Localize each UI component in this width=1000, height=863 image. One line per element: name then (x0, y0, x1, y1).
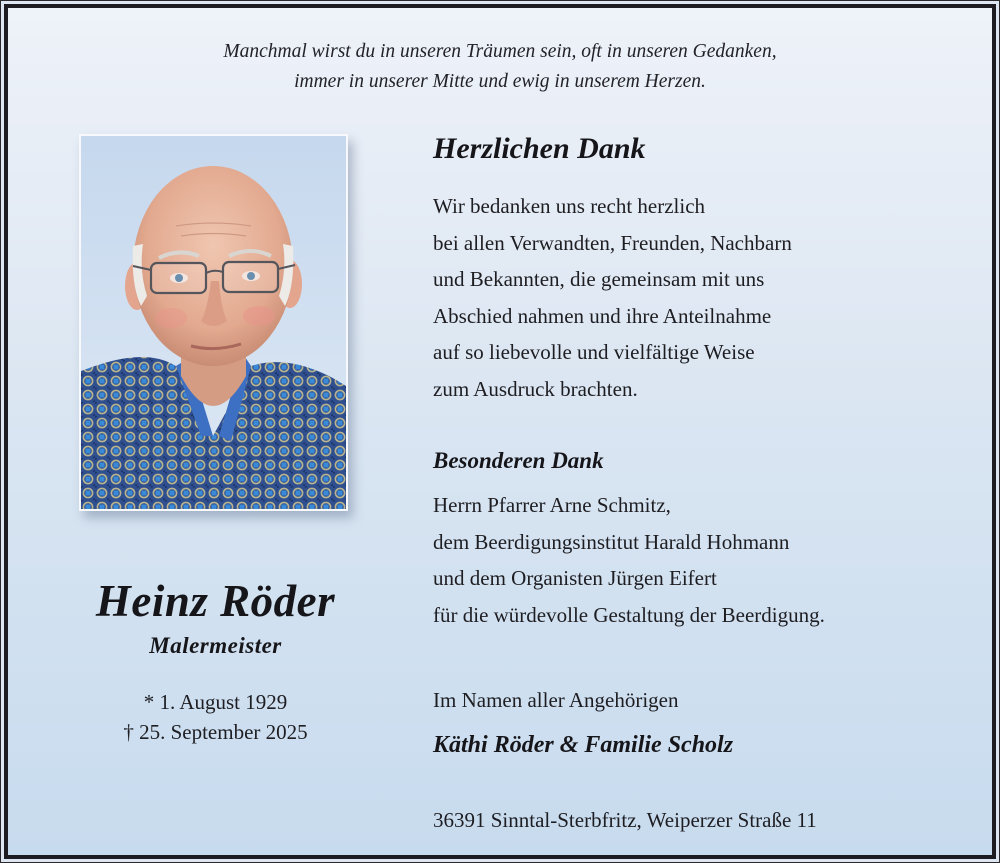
special-thanks-line: Herrn Pfarrer Arne Schmitz, (433, 493, 671, 517)
special-thanks-line: für die würdevolle Gestaltung der Beerdigung. (433, 602, 825, 627)
memorial-motto (8, 37, 992, 97)
motto-line: immer in unserer Mitte und ewig in unserem Herzen. (294, 71, 706, 92)
notice-card (4, 4, 996, 859)
special-thanks-line: dem Beerdigungsinstitut Harald Hohmann (433, 529, 790, 554)
thanks-line: Abschied nahmen und ihre Anteilnahme (433, 303, 772, 328)
thanks-line: zum Ausdruck brachten. (433, 376, 638, 401)
special-thanks-paragraph (433, 487, 993, 633)
special-thanks-heading: Besonderen Dank (433, 448, 604, 473)
portrait-photo (79, 134, 348, 511)
death-date: † 25. September 2025 (123, 720, 308, 744)
thanks-line: Wir bedanken uns recht herzlich (433, 194, 706, 218)
thanks-paragraph (433, 188, 993, 407)
life-dates (8, 687, 423, 747)
address: 36391 Sinntal-Sterbfritz, Weiperzer Straße 11 (433, 808, 817, 832)
thanks-line: und Bekannten, die gemeinsam mit uns (433, 267, 765, 291)
deceased-profession: Malermeister (149, 633, 282, 658)
deceased-name: Heinz Röder (95, 576, 336, 626)
signers: Käthi Röder & Familie Scholz (433, 732, 734, 758)
thanks-line: auf so liebevolle und vielfältige Weise (433, 340, 755, 364)
motto-line: Manchmal wirst du in unseren Träumen sein, oft in unseren Gedanken, (223, 41, 777, 62)
portrait-image (81, 136, 346, 509)
thanks-line: bei allen Verwandten, Freunden, Nachbarn (433, 230, 792, 255)
closing-intro: Im Namen aller Angehörigen (433, 688, 679, 712)
special-thanks-line: und dem Organisten Jürgen Eifert (433, 566, 717, 590)
thanks-heading: Herzlichen Dank (433, 132, 646, 165)
birth-date: * 1. August 1929 (143, 690, 288, 714)
